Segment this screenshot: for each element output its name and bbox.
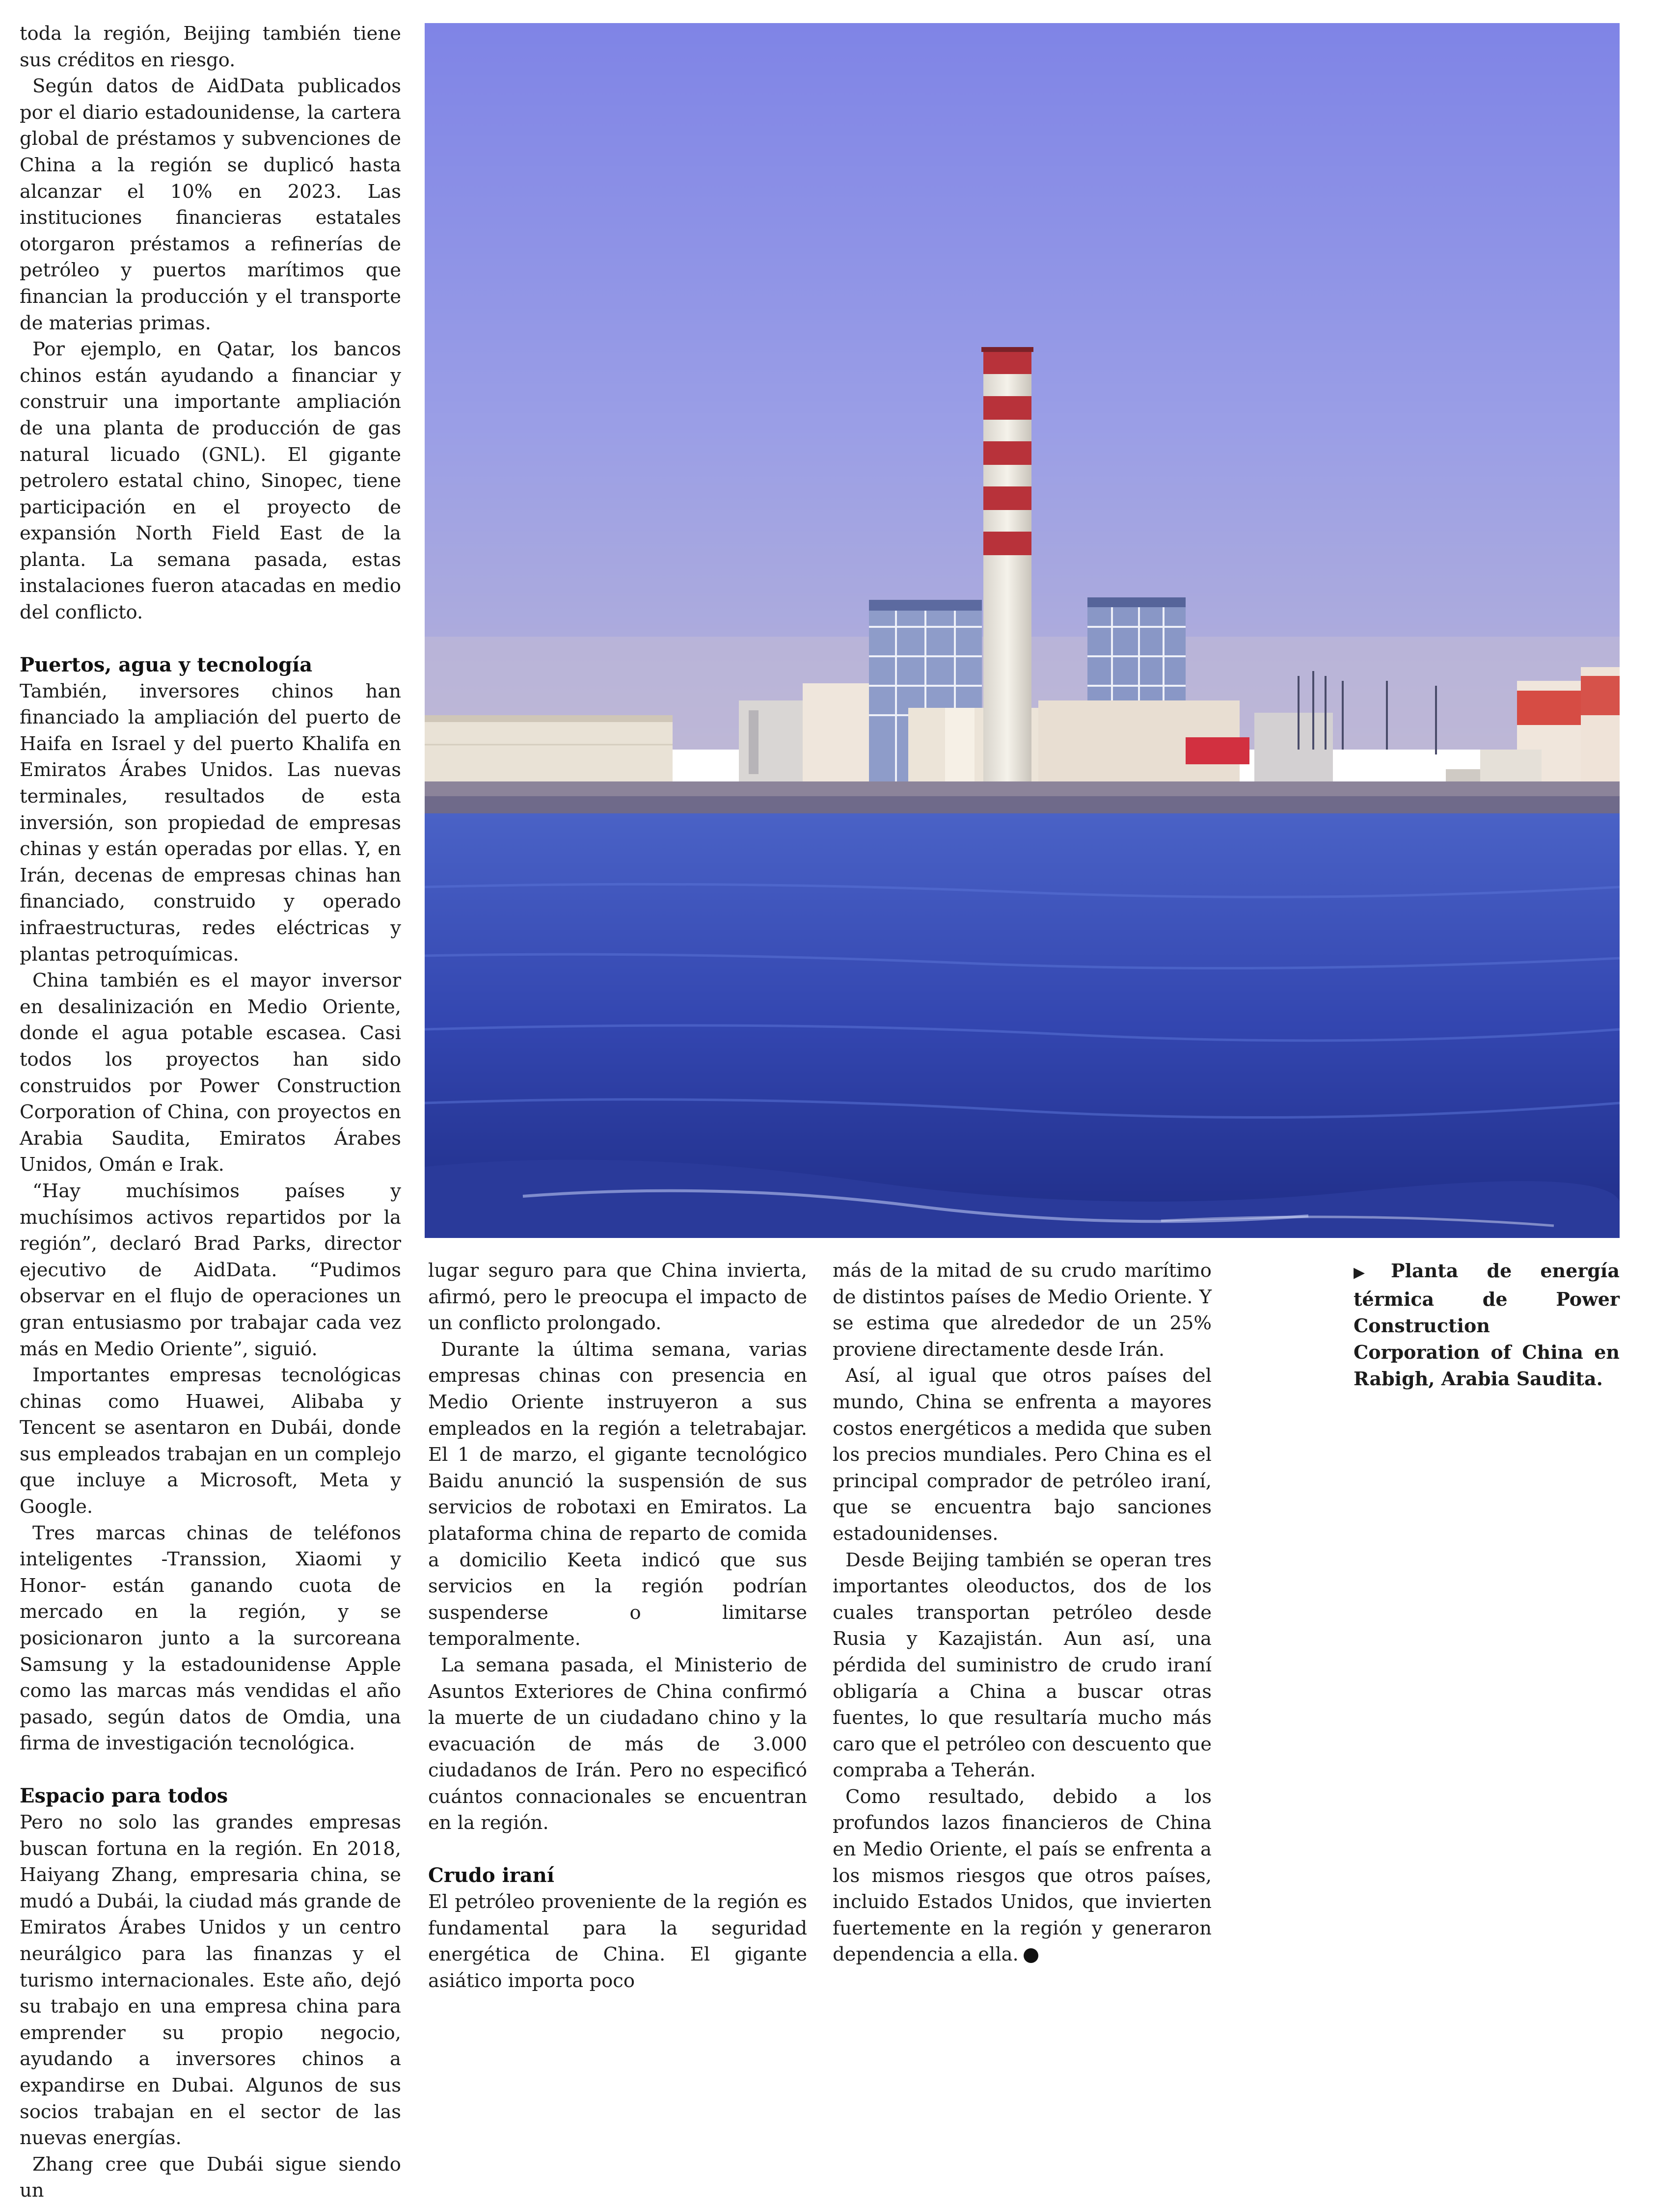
- paragraph: El petróleo proveniente de la región es fundamental para la seguridad energética de China. El gigante asiático importa poco: [428, 1891, 807, 1992]
- paragraph: Según datos de AidData publicados por el diario estadounidense, la cartera global de préstamos y subvenciones de China a la región se duplicó hasta alcanzar el 10% en 2023. Las instituciones financieras estatales otorgaron préstamos a refinerías de petróleo y puertos marítimos que financian la producción y el transporte de materias primas.: [20, 75, 401, 334]
- section-heading-ports: Puertos, agua y tecnología: [20, 653, 313, 676]
- paragraph: Pero no solo las grandes empresas buscan fortuna en la región. En 2018, Haiyang Zhang, empresaria china, se mudó a Dubái, la ciudad más grande de Emiratos Árabes Unidos y un centro neurálgico para las finanzas y el turismo internacionales. Este año, dejó su trabajo en una empresa china para emprender su propio negocio, ayudando a inversores chinos a expandirse en Dubai. Algunos de sus socios trabajan en el sector de las nuevas energías.: [20, 1811, 401, 2150]
- article-column-2: [428, 1258, 807, 1994]
- paragraph: toda la región, Beijing también tiene sus créditos en riesgo.: [20, 23, 401, 71]
- caption-arrow-icon: ▶: [1354, 1264, 1387, 1281]
- section-heading-space: Espacio para todos: [20, 1784, 228, 1807]
- section-heading-crude: Crudo iraní: [428, 1864, 555, 1887]
- paragraph: Importantes empresas tecnológicas chinas como Huawei, Alibaba y Tencent se asentaron en Dubái, donde sus empleados trabajan en un complejo que incluye a Microsoft, Meta y Google.: [20, 1364, 401, 1518]
- power-plant-photo: [425, 23, 1620, 1238]
- paragraph-text: Como resultado, debido a los profundos lazos financieros de China en Medio Oriente, el país se enfrenta a los mismos riesgos que otros países, incluido Estados Unidos, que invierten fuertemente en la región y generaron dependencia a ella.: [833, 1785, 1212, 1966]
- paragraph: Tres marcas chinas de teléfonos inteligentes -Transsion, Xiaomi y Honor- están ganando cuota de mercado en la región, y se posicionaron junto a la surcoreana Samsung y la estadounidense Apple como las marcas más vendidas el año pasado, según datos de Omdia, una firma de investigación tecnológica.: [20, 1522, 401, 1755]
- building-small: [803, 683, 876, 786]
- article-column-3: [833, 1258, 1212, 1968]
- paragraph-final: [833, 1784, 1212, 1968]
- article-column-1: [20, 21, 401, 2204]
- end-mark-icon: [1024, 1948, 1038, 1963]
- paragraph: más de la mitad de su crudo marítimo de distintos países de Medio Oriente. Y se estima que alrededor de un 25% proviene directamente desde Irán.: [833, 1260, 1212, 1361]
- paragraph: Por ejemplo, en Qatar, los bancos chinos están ayudando a financiar y construir una importante ampliación de una planta de producción de gas natural licuado (GNL). El gigante petrolero estatal chino, Sinopec, tiene participación en el proyecto de expansión North Field East de la planta. La semana pasada, estas instalaciones fueron atacadas en medio del conflicto.: [20, 338, 401, 624]
- paragraph: “Hay muchísimos países y muchísimos activos repartidos por la región”, declaró Brad Parks, director ejecutivo de AidData. “Pudimos observar en el flujo de operaciones un gran entusiasmo por trabajar cada vez más en Medio Oriente”, siguió.: [20, 1180, 401, 1360]
- paragraph: Durante la última semana, varias empresas chinas con presencia en Medio Oriente instruyeron a sus empleados en la región a teletrabajar. El 1 de marzo, el gigante tecnológico Baidu anunció la suspensión de sus servicios de robotaxi en Emiratos. La plataforma china de reparto de comida a domicilio Keeta indicó que sus servicios en la región podrían suspenderse o limitarse temporalmente.: [428, 1338, 807, 1650]
- warehouse-left: [425, 715, 673, 786]
- paragraph: lugar seguro para que China invierta, afirmó, pero le preocupa el impacto de un conflicto prolongado.: [428, 1260, 807, 1335]
- paragraph: China también es el mayor inversor en desalinización en Medio Oriente, donde el agua potable escasea. Casi todos los proyectos han sido construidos por Power Construction Corporation of China, con proyectos en Arabia Saudita, Emiratos Árabes Unidos, Omán e Irak.: [20, 969, 401, 1176]
- red-tank: [1186, 737, 1249, 764]
- paragraph: Así, al igual que otros países del mundo, China se enfrenta a mayores costos energéticos a medida que suben los precios mundiales. Pero China es el principal comprador de petróleo iraní, que se encuentra bajo sanciones estadounidenses.: [833, 1365, 1212, 1545]
- paragraph: Desde Beijing también se operan tres importantes oleoductos, dos de los cuales transportan petróleo desde Rusia y Kazajistán. Aun así, una pérdida del suministro de crudo iraní obligaría a China a buscar otras fuentes, lo que resultaría mucho más caro que el petróleo con descuento que compraba a Teherán.: [833, 1549, 1212, 1782]
- caption-text: Planta de energía térmica de Power Construction Corporation of China en Rabigh, Arabia Saudita.: [1354, 1260, 1620, 1390]
- paragraph: También, inversores chinos han financiado la ampliación del puerto de Haifa en Israel y del puerto Khalifa en Emiratos Árabes Unidos. Las nuevas terminales, resultados de esta inversión, son propiedad de empresas chinas y están operadas por ellas. Y, en Irán, decenas de empresas chinas han financiado, construido y operado infraestructuras, redes eléctricas y plantas petroquímicas.: [20, 680, 401, 966]
- paragraph: La semana pasada, el Ministerio de Asuntos Exteriores de China confirmó la muerte de un ciudadano chino y la evacuación de más de 3.000 ciudadanos de Irán. Pero no especificó cuántos connacionales se encuentran en la región.: [428, 1654, 807, 1834]
- paragraph: Zhang cree que Dubái sigue siendo un: [20, 2153, 401, 2202]
- photo-caption: [1354, 1258, 1620, 1392]
